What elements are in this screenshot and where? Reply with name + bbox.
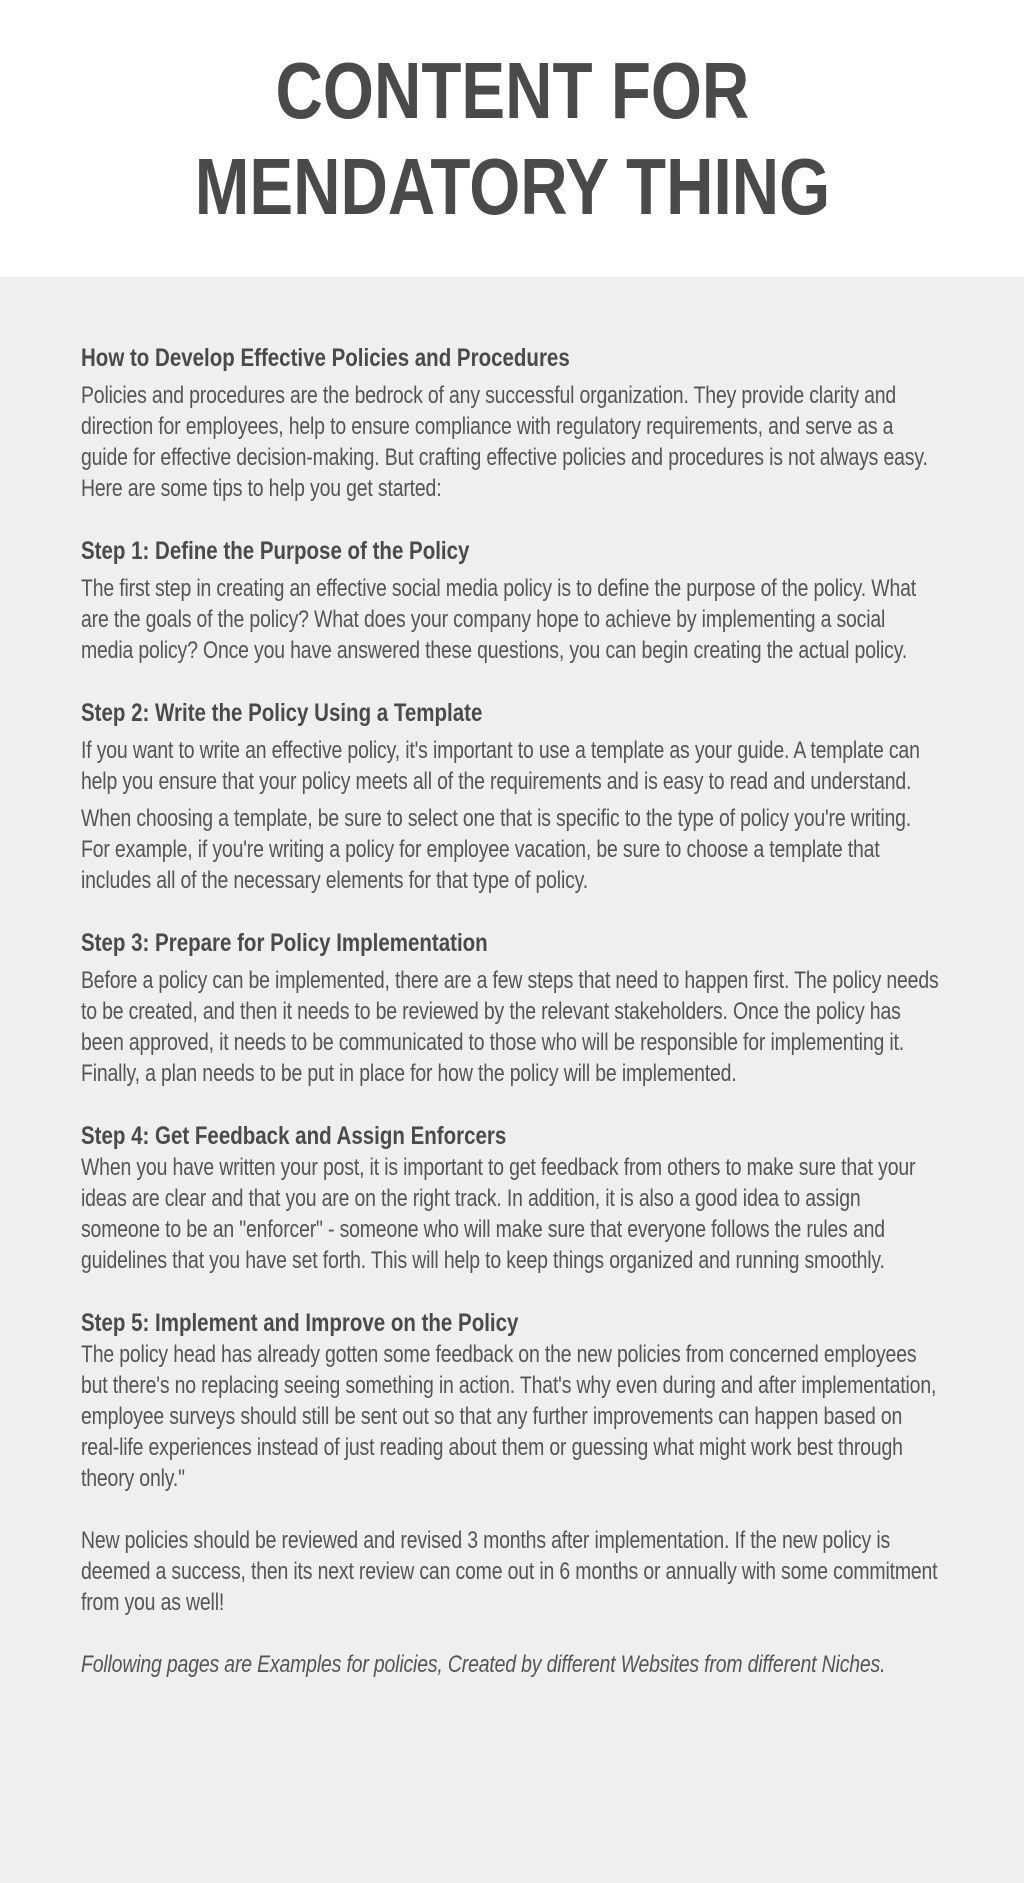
step1-heading: Step 1: Define the Purpose of the Policy — [81, 537, 470, 565]
intro-heading: How to Develop Effective Policies and Procedures — [81, 344, 570, 372]
step1-section — [81, 535, 943, 666]
step4-section — [81, 1120, 943, 1276]
intro-section — [81, 342, 943, 504]
step3-section — [81, 927, 943, 1089]
step1-paragraph: The first step in creating an effective social media policy is to define the purpose of the policy. What are the goals of the policy? What does your company hope to achieve by implementing a social media policy? Once you have answered these questions, you can begin creating the actual policy. — [81, 575, 917, 664]
footer-note: Following pages are Examples for policies, Created by different Websites from different Niches. — [81, 1651, 886, 1678]
step2-section — [81, 697, 943, 896]
page-title — [194, 43, 829, 235]
step2-paragraph-2: When choosing a template, be sure to select one that is specific to the type of policy you're writing. For example, if you're writing a policy for employee vacation, be sure to choose a template that includes all of the necessary elements for that type of policy. — [81, 805, 912, 894]
page-title-line-1: CONTENT FOR — [275, 45, 749, 135]
review-section — [81, 1525, 943, 1618]
step3-paragraph: Before a policy can be implemented, there are a few steps that need to happen first. The policy needs to be created, and then it needs to be reviewed by the relevant stakeholders. Once the policy has been approved, it needs to be communicated to those who will be responsible for implementing it. Finally, a plan needs to be put in place for how the policy will be implemented. — [81, 967, 939, 1087]
step5-paragraph-1: The policy head has already gotten some feedback on the new policies from concerned employees but there's no replacing seeing something in action. That's why even during and after implementation, employee surveys should still be sent out so that any further improvements can happen based on real-life experiences instead of just reading about them or guessing what might work best through theory only." — [81, 1341, 937, 1492]
page-header — [0, 0, 1024, 277]
page-title-line-2: MENDATORY THING — [194, 141, 830, 231]
footer-note-section — [81, 1649, 943, 1680]
intro-paragraph: Policies and procedures are the bedrock of any successful organization. They provide clarity and direction for employees, help to ensure compliance with regulatory requirements, and serve as a guide for effective decision-making. But crafting effective policies and procedures is not always easy. Here are some tips to help you get started: — [81, 382, 928, 502]
step5-heading: Step 5: Implement and Improve on the Policy — [81, 1309, 519, 1337]
step2-heading: Step 2: Write the Policy Using a Template — [81, 699, 483, 727]
step4-paragraph: When you have written your post, it is important to get feedback from others to make sure that your ideas are clear and that you are on the right track. In addition, it is also a good idea to assign someone to be an "enforcer" - someone who will make sure that everyone follows the rules and guidelines that you have set forth. This will help to keep things organized and running smoothly. — [81, 1154, 916, 1274]
step2-paragraph-1: If you want to write an effective policy, it's important to use a template as your guide. A template can help you ensure that your policy meets all of the requirements and is easy to read and understand. — [81, 737, 920, 795]
step4-heading: Step 4: Get Feedback and Assign Enforcers — [81, 1122, 507, 1150]
document-body — [0, 277, 1024, 1680]
step5-section — [81, 1307, 943, 1494]
step3-heading: Step 3: Prepare for Policy Implementation — [81, 929, 488, 957]
step5-paragraph-2: New policies should be reviewed and revised 3 months after implementation. If the new policy is deemed a success, then its next review can come out in 6 months or annually with some commitment from you as well! — [81, 1527, 938, 1616]
